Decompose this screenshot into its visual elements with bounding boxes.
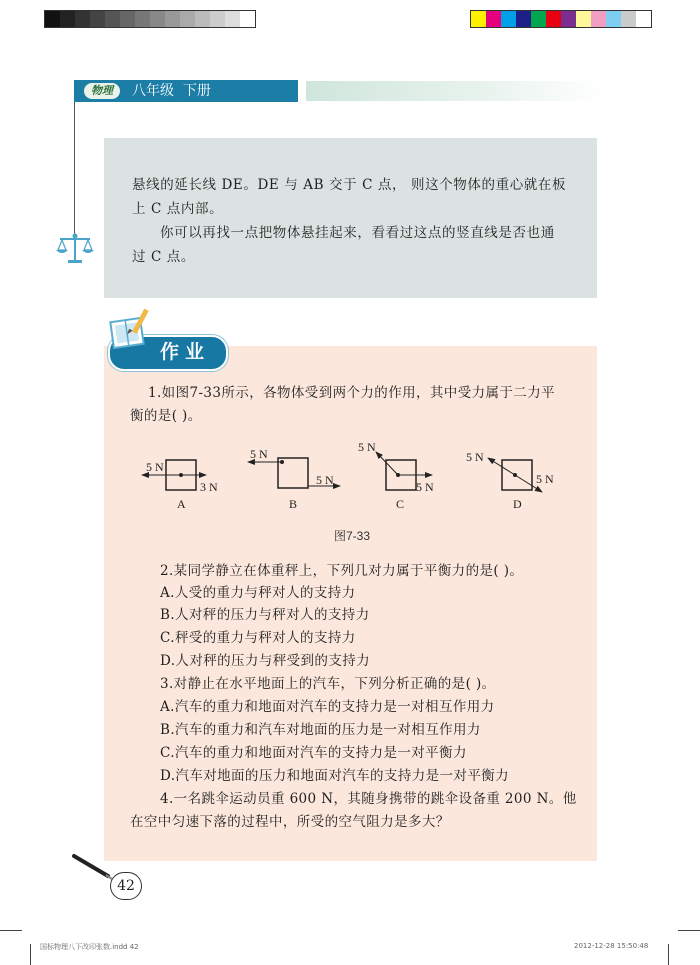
crop-mark xyxy=(0,930,22,931)
intro-line-3: 你可以再找一点把物体悬挂起来，看看过这点的竖直线是否也通 xyxy=(160,225,555,241)
q3-stem: 3.对静止在水平地面上的汽车，下列分析正确的是( )。 xyxy=(160,676,496,692)
crop-mark xyxy=(678,930,700,931)
figure-d-diagram xyxy=(488,458,542,492)
figure-b-force-right: 5 N xyxy=(316,473,334,487)
q1-line-2: 衡的是( )。 xyxy=(130,408,202,424)
homework-title: 作业 xyxy=(160,341,211,363)
figure-a-force-left: 5 N xyxy=(146,460,164,474)
intro-line-4: 过 C 点。 xyxy=(132,249,196,265)
q2-option-b: B.人对秤的压力与秤对人的支持力 xyxy=(160,607,370,623)
figure-c-force-right: 5 N xyxy=(416,480,434,494)
q4-line-1: 4.一名跳伞运动员重 600 N，其随身携带的跳伞设备重 200 N。他 xyxy=(160,791,577,807)
footer-timestamp: 2012-12-28 15:50:48 xyxy=(574,942,649,950)
page-number: 42 xyxy=(110,872,142,900)
figure-c-force-left: 5 N xyxy=(358,440,376,454)
figure-b-force-left: 5 N xyxy=(250,447,268,461)
figure-a-force-right: 3 N xyxy=(200,480,218,494)
grade-title: 八年级 下册 xyxy=(132,83,211,99)
q1-line-1: 1.如图7-33所示，各物体受到两个力的作用，其中受力属于二力平 xyxy=(148,385,556,401)
intro-line-1: 悬线的延长线 DE。DE 与 AB 交于 C 点， 则这个物体的重心就在板 xyxy=(132,177,567,193)
figure-a-label: A xyxy=(177,497,186,511)
footer-file-name: 国标物理八下改印张数.indd 42 xyxy=(40,943,139,951)
figure-caption: 图7-33 xyxy=(334,529,371,543)
figure-b-label: B xyxy=(289,497,298,511)
figure-d-force-right: 5 N xyxy=(536,472,554,486)
figure-d-force-left: 5 N xyxy=(466,450,484,464)
q2-option-a: A.人受的重力与秤对人的支持力 xyxy=(160,585,356,601)
crop-mark xyxy=(30,944,31,965)
q3-option-b: B.汽车的重力和汽车对地面的压力是一对相互作用力 xyxy=(160,722,481,738)
q4-line-2: 在空中匀速下落的过程中，所受的空气阻力是多大？ xyxy=(130,814,450,830)
balance-scale-icon xyxy=(56,232,94,266)
figure-c-label: C xyxy=(396,497,405,511)
book-pen-icon xyxy=(108,306,154,350)
q2-option-d: D.人对秤的压力与秤受到的支持力 xyxy=(160,653,371,669)
q3-option-d: D.汽车对地面的压力和地面对汽车的支持力是一对平衡力 xyxy=(160,768,510,784)
q3-option-a: A.汽车的重力和地面对汽车的支持力是一对相互作用力 xyxy=(160,699,495,715)
q3-option-c: C.汽车的重力和地面对汽车的支持力是一对平衡力 xyxy=(160,745,467,761)
margin-line xyxy=(74,102,75,234)
figure-7-33 xyxy=(130,438,570,518)
color-registration-bar xyxy=(470,10,652,28)
q2-stem: 2.某同学静立在体重秤上，下列几对力属于平衡力的是( )。 xyxy=(160,563,524,579)
continued-text-panel xyxy=(104,138,597,298)
crop-mark xyxy=(668,944,669,965)
q2-option-c: C.秤受的重力与秤对人的支持力 xyxy=(160,630,356,646)
intro-line-2: 上 C 点内部。 xyxy=(132,201,224,217)
pen-icon xyxy=(70,852,114,882)
subject-badge: 物理 xyxy=(84,83,120,99)
header-gradient xyxy=(306,81,606,101)
figure-d-label: D xyxy=(513,497,522,511)
grayscale-registration-bar xyxy=(44,10,256,28)
